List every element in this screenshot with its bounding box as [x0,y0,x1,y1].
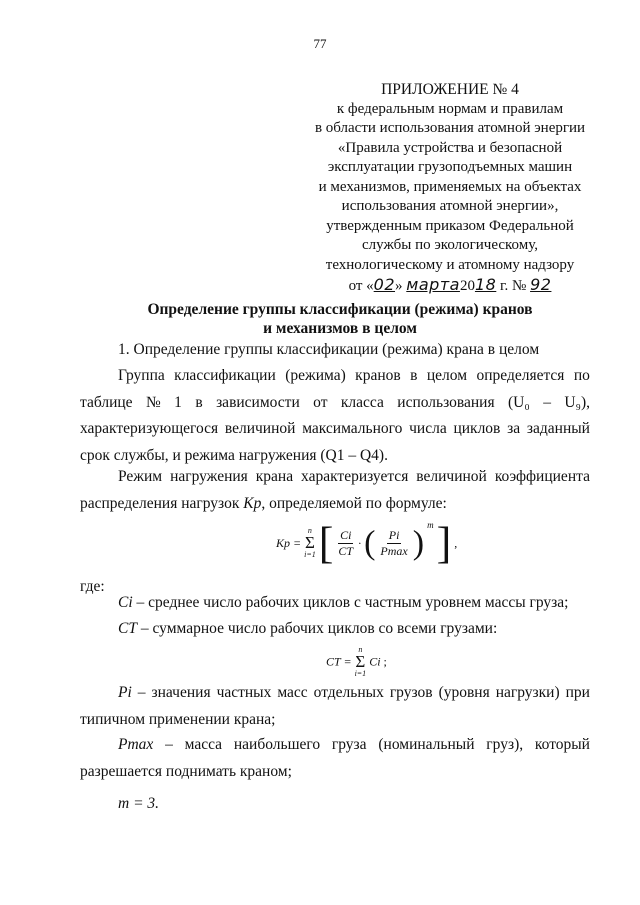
pi-line-1 [80,680,590,707]
def-ci [80,590,590,617]
heading-line-2: и механизмов в целом [263,320,417,337]
appendix-line: технологическому и атомному надзору [325,256,575,273]
word: определяется [476,367,565,384]
word: (U₀ [508,393,530,411]
numerator: Ci [340,527,352,542]
word: который [534,736,590,753]
word: характеризуется [301,468,409,485]
word: U₉), [564,393,590,411]
word: по [573,367,590,384]
date-day-handwritten: 02 [373,275,396,294]
word: зависимости [216,393,300,411]
sum-symbol [304,527,316,559]
text: , определяемой по формуле: [261,494,447,512]
left-paren: ( [364,524,376,562]
word: – [137,684,146,701]
word: таблице [80,393,133,411]
formula-lhs: Kp = [276,535,302,550]
pmax-line-2: разрешается поднимать краном; [80,762,292,780]
fraction-pi-pmax [378,528,409,559]
right-bracket: ] [436,518,452,568]
paragraph-1 [80,363,590,469]
numerator: Pi [388,527,400,542]
date-year-handwritten: 18 [474,275,497,294]
word: от [313,393,328,411]
ci-text: – среднее число рабочих циклов с частным уровнем массы груза; [132,594,569,611]
word: груза [331,736,367,753]
sum-top: n [307,526,312,536]
word: Режим [118,468,163,485]
p1-line-2 [80,390,590,417]
word: коэффициента [494,468,590,485]
word: за [507,420,521,437]
subsection-title: 1. Определение группы классификации (режима) крана в целом [118,341,540,358]
pmax-symbol: Pmax [118,736,154,753]
word: № [145,393,161,411]
p1-line-4: срок службы, и режима нагружения (Q1 – Q4). [80,446,388,464]
word: классификации [174,367,276,384]
word: нагрузки) [495,684,560,701]
word: частных [216,684,272,701]
appendix-line: и механизмов, применяемых на объектах [318,178,582,195]
def-pi [80,680,590,733]
formula-tail: ; [383,654,387,669]
word: груз), [486,736,524,753]
def-m: m = 3. [118,795,160,812]
word: класса [340,393,384,411]
date-g-no: г. № [496,278,531,294]
p1-line-1 [80,363,590,390]
p2-line-1 [80,464,590,491]
word: 1 [174,393,182,411]
word: числа [409,420,447,437]
ct-symbol: CT [118,620,137,637]
where-label: где: [80,578,105,595]
pi-line-2: типичном применении крана; [80,710,276,728]
appendix-line: службы по экологическому, [362,237,538,253]
section-heading [80,300,600,338]
sum-symbol [355,646,367,678]
word: масс [277,684,308,701]
date-sep: » [395,278,407,294]
formula-term: Ci [369,654,381,669]
appendix-line: в области использования атомной энергии [314,120,586,136]
word: (уровня [438,684,490,701]
word: (номинальный [378,736,475,753]
pmax-line-1 [80,732,590,759]
date-year-prefix: 20 [459,278,475,294]
word: крана [255,468,294,485]
appendix-line: к федеральным нормам и правилам [336,100,564,117]
word: целом [426,367,468,384]
fraction-ci-ct [336,528,355,559]
order-date-line [290,275,610,297]
word: – [543,393,551,411]
word: кранов [355,367,401,384]
sum-top: n [358,645,363,654]
paragraph-2 [80,464,590,517]
def-ct [80,616,590,643]
word: в [195,393,203,411]
heading-line-1: Определение группы классификации (режима) кранов [147,301,533,318]
word: масса [184,736,223,753]
dot: · [358,535,362,550]
word: грузов [389,684,433,701]
word: – [165,736,173,753]
appendix-line: «Правила устройства и безопасной [337,139,563,156]
sigma: Σ [304,533,315,553]
word: отдельных [313,684,384,701]
word: циклов [453,420,501,437]
sigma: Σ [355,652,366,671]
formula-kp [276,518,458,568]
denominator: Pmax [380,543,408,558]
sum-bottom: i=1 [354,669,367,678]
exponent: m [427,520,434,530]
word: наибольшего [233,736,321,753]
ct-text: – суммарное число рабочих циклов со всеми грузами: [136,620,498,637]
date-prefix: от « [348,278,374,294]
appendix-line: использования атомной энергии», [341,198,559,214]
text: распределения нагрузок [80,494,244,512]
word: при [565,684,590,701]
ci-symbol: Ci [118,594,133,611]
formula-tail: , [454,535,458,550]
date-month-handwritten: марта [406,275,460,294]
word: Группа [118,367,165,384]
appendix-block [290,80,610,297]
pi-symbol: Pi [118,684,132,701]
appendix-line: эксплуатации грузоподъемных машин [327,159,573,175]
denominator: CT [338,543,354,558]
formula-ct [326,646,387,678]
page-number: 77 [313,36,327,51]
word: величиной [416,468,487,485]
order-number-handwritten: 92 [530,275,552,294]
word: характеризующегося [80,420,219,437]
right-paren: ) [412,524,425,562]
kp-symbol: Kp [243,494,262,512]
p1-line-3 [80,416,590,443]
sum-bottom: i=1 [304,550,316,560]
word: величиной [224,420,296,437]
word: в [410,367,418,384]
word: максимального [302,420,403,437]
appendix-line: утвержденным приказом Федеральной [326,217,574,234]
left-bracket: [ [318,518,334,568]
word: (режима) [285,367,346,384]
word: заданный [526,420,590,437]
word: нагружения [170,468,248,485]
formula-lhs: CT = [326,654,352,669]
p2-line-2 [80,491,590,518]
word: значения [151,684,211,701]
def-pmax [80,732,590,785]
appendix-title: ПРИЛОЖЕНИЕ № 4 [381,81,519,98]
word: использования [397,393,495,411]
